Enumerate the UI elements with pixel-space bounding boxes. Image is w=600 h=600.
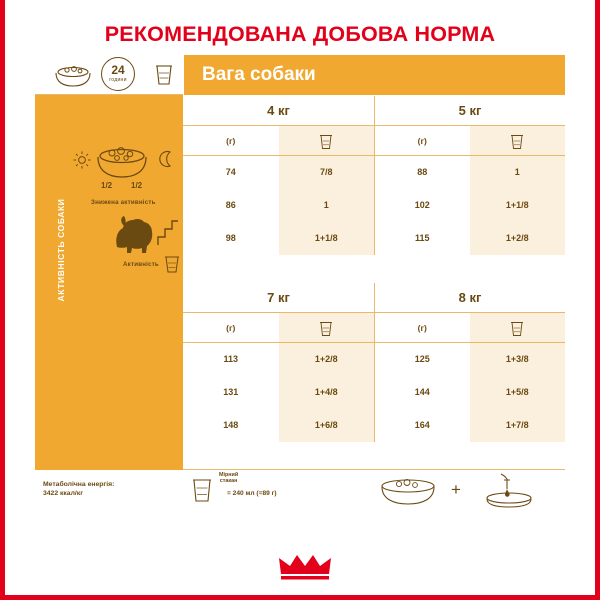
metabolic-energy-value: 3422 ккал/кг [43,490,84,497]
cup-unit-cell [470,126,566,156]
activity-vertical-label: АКТИВНІСТЬ СОБАКИ [56,198,66,302]
feeding-chart [35,55,565,510]
sun-icon [73,151,91,169]
left-panel [35,55,183,510]
measuring-cup-icon [189,474,215,506]
measuring-cup-icon [318,132,334,151]
royal-canin-crown-logo [277,552,333,582]
grams-unit-label: (г) [226,323,236,333]
left-panel-footer [35,470,183,510]
unit-header-row [183,313,565,343]
page-title: РЕКОМЕНДОВАНА ДОБОВА НОРМА [104,22,496,46]
activity-stairs-icon [157,207,179,247]
age-unit: години [109,77,127,83]
age-badge [101,57,135,91]
cups-value: 1 [470,156,566,189]
data-rows [183,343,565,470]
grams-value: 86 [225,200,236,210]
grams-value: 98 [225,233,236,243]
brand-logo [5,552,600,587]
table-row [183,376,565,409]
cups-value: 1+2/8 [470,222,566,255]
cups-value: 1+1/8 [470,189,566,222]
weight-block-1 [183,96,565,283]
measuring-cup-icon [509,319,525,338]
table-row [183,156,565,189]
grams-value: 102 [374,189,470,222]
weight-label: 8 кг [374,283,565,313]
table-row [183,189,565,222]
grams-value: 74 [225,167,236,177]
age-number: 24 [111,63,125,77]
weight-label: 7 кг [183,283,374,313]
cup-unit-cell [279,126,375,156]
cup-unit-cell [279,313,375,343]
cup-unit-cell [470,313,566,343]
cups-value: 7/8 [279,156,375,189]
dog-silhouette-icon [111,213,159,255]
grams-unit-label: (г) [417,323,427,333]
grams-value: 131 [223,387,239,397]
table-header [183,55,565,95]
grams-value: 144 [374,376,470,409]
cup-caption [219,472,238,484]
low-activity-label: Знижена активність [91,199,156,206]
weight-table [183,55,565,510]
weight-label: 5 кг [374,96,565,126]
grams-unit-cell [183,313,279,343]
conversion-text: = 240 мл (=89 г) [227,490,277,497]
measuring-cup-icon [318,319,334,338]
cup-caption-line2: стакан [219,478,238,484]
weight-header-row [183,96,565,126]
fraction-left: 1/2 [101,181,113,190]
footer-strip [183,470,565,510]
grams-value: 115 [374,222,470,255]
weight-block-2 [183,283,565,470]
grams-value: 148 [223,420,239,430]
dog-bowl-icon [93,143,151,179]
weight-header-row [183,283,565,313]
cup-caption-line1: Мірний [219,472,239,478]
table-row [183,222,565,255]
table-header-label: Вага собаки [202,64,316,85]
measuring-cup-icon [509,132,525,151]
cups-value: 1+5/8 [470,376,566,409]
activity-panel [35,95,183,470]
dog-bowl-icon [53,63,93,87]
unit-header-row [183,126,565,156]
cups-value: 1+1/8 [279,222,375,255]
table-row [183,409,565,442]
cups-value: 1+2/8 [279,343,375,376]
metabolic-energy-note [43,480,114,498]
plus-sign: + [451,480,461,499]
dog-bowl-icon [373,476,443,506]
measuring-cup-icon [163,253,181,275]
grams-value: 164 [374,409,470,442]
fraction-right: 1/2 [131,181,143,190]
measuring-cup-icon [153,61,175,87]
cups-value: 1 [279,189,375,222]
cups-value: 1+7/8 [470,409,566,442]
metabolic-energy-label: Метаболічна енергія: [43,481,115,488]
weight-label: 4 кг [183,96,374,126]
grams-unit-cell [183,126,279,156]
grams-unit-cell [374,313,470,343]
cups-value: 1+3/8 [470,343,566,376]
grams-unit-cell [374,126,470,156]
grams-value: 125 [374,343,470,376]
cups-value: 1+4/8 [279,376,375,409]
moon-icon [157,150,175,168]
cups-value: 1+6/8 [279,409,375,442]
grams-value: 113 [223,354,239,364]
grams-unit-label: (г) [226,136,236,146]
grams-value: 88 [374,156,470,189]
water-bowl-icon [475,472,545,508]
normal-activity-label: Активність [123,261,159,268]
grams-unit-label: (г) [417,136,427,146]
table-row [183,343,565,376]
data-rows [183,156,565,283]
left-panel-header [35,55,183,95]
